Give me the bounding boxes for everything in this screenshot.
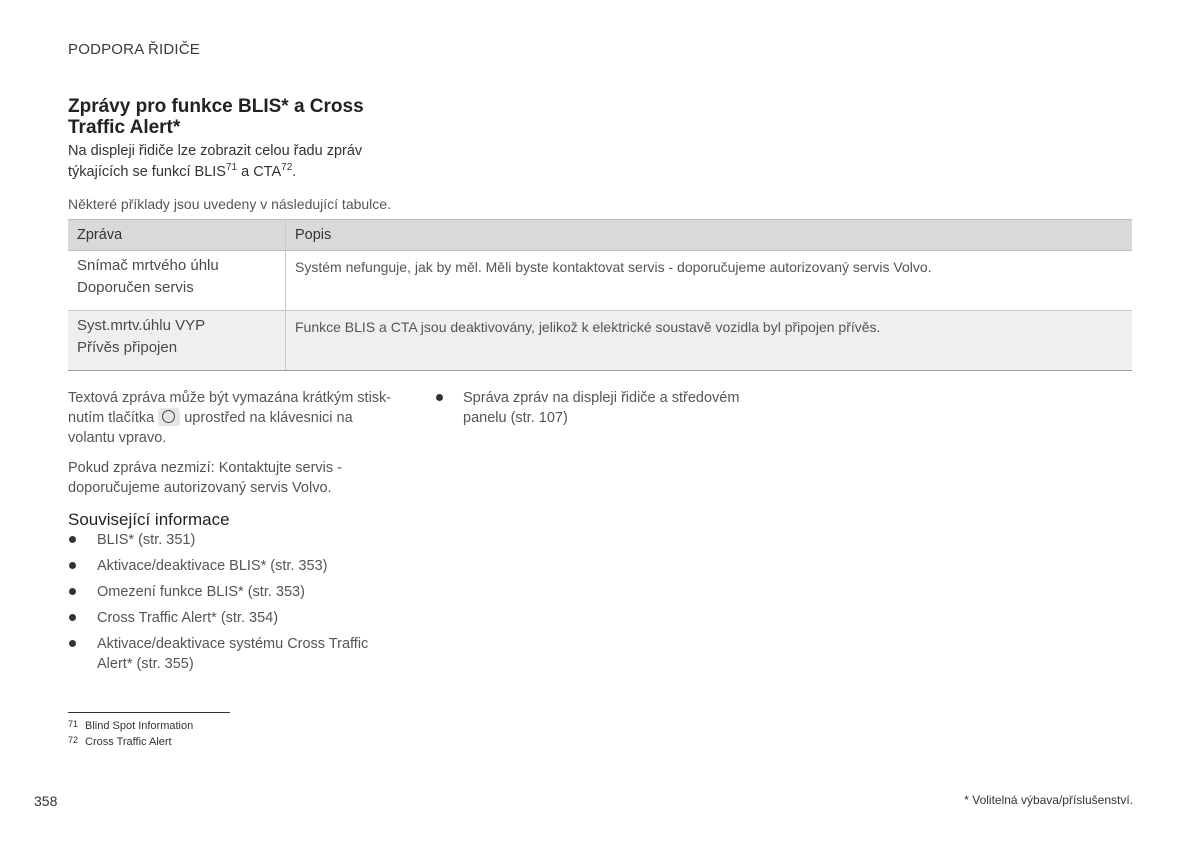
description-cell xyxy=(286,311,1133,371)
related-link[interactable] xyxy=(68,556,388,576)
intro-end: . xyxy=(292,164,297,180)
steering-wheel-button-icon xyxy=(158,408,180,426)
page-number: 358 xyxy=(34,793,58,809)
intro-mid: a CTA xyxy=(237,164,282,180)
footnote-number: 72 xyxy=(68,735,79,745)
intro-line1: Na displeji řidiče lze zobrazit celou řadu zpráv xyxy=(68,143,363,159)
table-header-row xyxy=(68,220,1132,251)
page-title: Zprávy pro funkce BLIS* a Cross Traffic Alert* xyxy=(68,96,364,138)
footnote-text: Blind Spot Information xyxy=(85,720,194,732)
paragraph-line: Textová zpráva může být vymazána krátkým stisk- xyxy=(68,390,392,406)
bullet-icon xyxy=(69,562,76,569)
table-intro-note: Některé příklady jsou uvedeny v následující tabulce. xyxy=(68,196,391,212)
related-link-text[interactable]: Omezení funkce BLIS* (str. 353) xyxy=(97,584,305,600)
section-header: PODPORA ŘIDIČE xyxy=(68,41,200,58)
message-cell xyxy=(68,311,286,371)
optional-equipment-note: * Volitelná výbava/příslušenství. xyxy=(964,793,1133,807)
ring-icon xyxy=(162,410,175,423)
bullet-icon xyxy=(69,640,76,647)
column-header-description: Popis xyxy=(286,220,1133,251)
message-cell xyxy=(68,251,286,311)
paragraph-line: nutím tlačítka xyxy=(68,410,155,426)
messages-table xyxy=(68,219,1132,371)
related-link[interactable] xyxy=(68,608,388,628)
description-text: Systém nefunguje, jak by měl. Měli byste kontaktovat servis - doporučujeme autorizovaný servis Volvo. xyxy=(295,259,932,275)
footnote-text: Cross Traffic Alert xyxy=(85,736,172,748)
related-link[interactable] xyxy=(435,388,755,428)
footnote-divider xyxy=(68,712,230,713)
message-line: Snímač mrtvého úhlu xyxy=(77,257,219,274)
intro-line2: týkajících se funkcí BLIS xyxy=(68,164,226,180)
footnote-ref-71[interactable]: 71 xyxy=(225,162,238,173)
right-related-list xyxy=(435,388,755,428)
paragraph-line: uprostřed na klávesnici na xyxy=(184,410,353,426)
message-line: Doporučen servis xyxy=(77,279,194,296)
contact-service-paragraph: Pokud zpráva nezmizí: Kontaktujte servis - doporučujeme autorizovaný servis Volvo. xyxy=(68,460,343,496)
related-link[interactable] xyxy=(68,582,388,602)
bullet-icon xyxy=(69,588,76,595)
related-link-text[interactable]: Cross Traffic Alert* (str. 354) xyxy=(97,610,279,626)
related-link[interactable] xyxy=(68,634,388,674)
bullet-icon xyxy=(69,536,76,543)
related-link-text[interactable]: Aktivace/deaktivace BLIS* (str. 353) xyxy=(97,558,328,574)
related-link-text[interactable]: Správa zpráv na displeji řidiče a středovém panelu (str. 107) xyxy=(463,390,740,426)
related-link-text[interactable]: Aktivace/deaktivace systému Cross Traffic Alert* (str. 355) xyxy=(97,636,369,672)
table-row xyxy=(68,311,1132,371)
footnote xyxy=(68,717,193,733)
table-row xyxy=(68,251,1132,311)
description-text: Funkce BLIS a CTA jsou deaktivovány, jelikož k elektrické soustavě vozidla byl připojen přívěs. xyxy=(295,319,881,335)
footnote-number: 71 xyxy=(68,719,79,729)
related-link[interactable] xyxy=(68,530,388,550)
footnotes xyxy=(68,717,193,749)
column-header-message: Zpráva xyxy=(68,220,286,251)
bullet-icon xyxy=(69,614,76,621)
related-links-list xyxy=(68,530,388,680)
footnote-ref-72[interactable]: 72 xyxy=(281,162,293,173)
related-info-heading: Související informace xyxy=(68,510,230,529)
footnote xyxy=(68,733,193,749)
intro-text xyxy=(68,141,398,183)
related-link-text[interactable]: BLIS* (str. 351) xyxy=(97,532,196,548)
bullet-icon xyxy=(436,394,443,401)
message-line: Syst.mrtv.úhlu VYP xyxy=(77,317,206,334)
clear-message-paragraph xyxy=(68,388,400,448)
description-cell xyxy=(286,251,1133,311)
message-line: Přívěs připojen xyxy=(77,339,178,356)
paragraph-line: volantu vpravo. xyxy=(68,430,167,446)
